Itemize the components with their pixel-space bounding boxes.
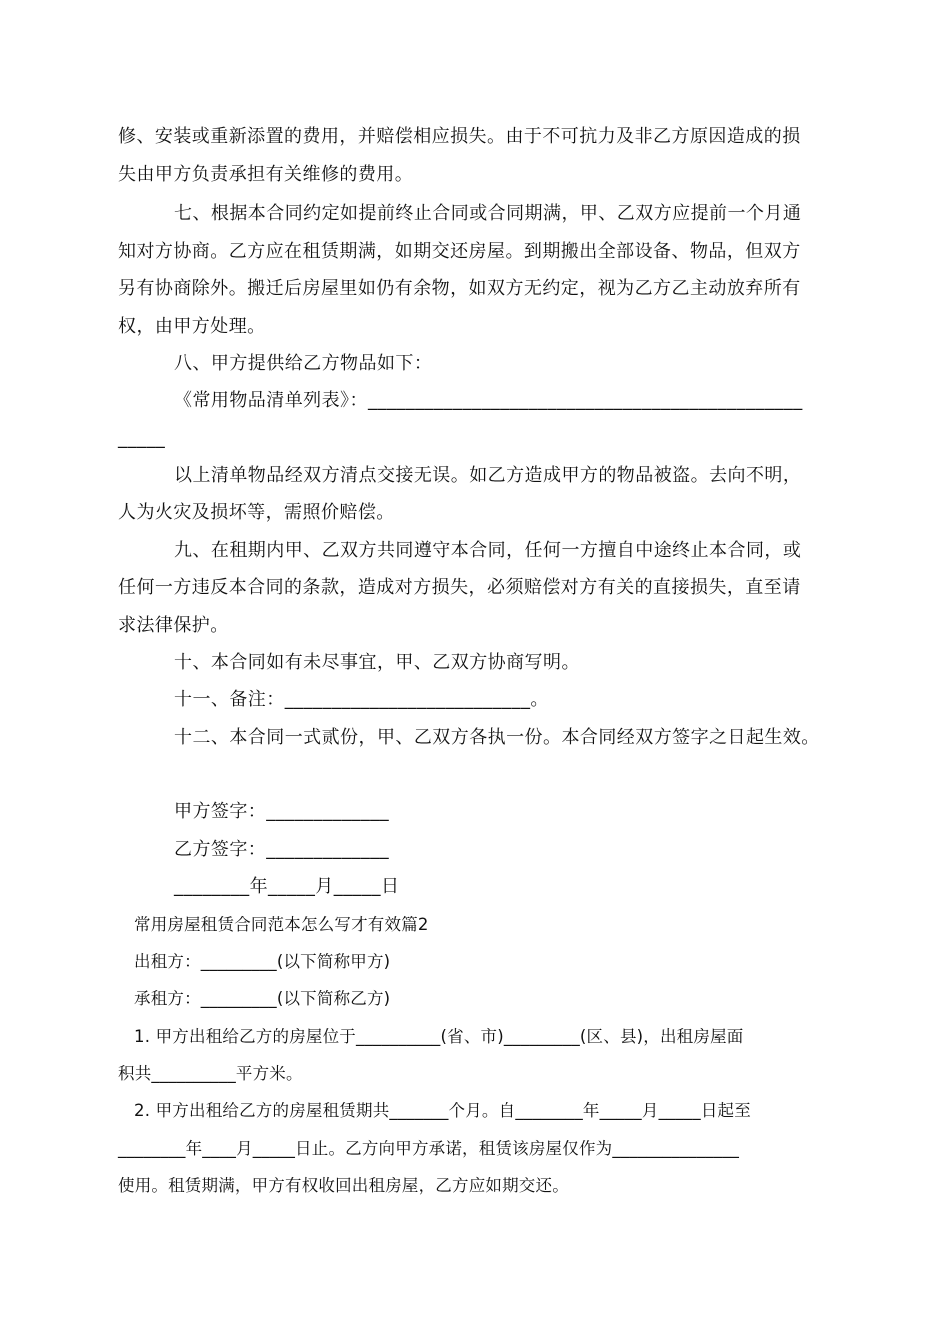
text-line: 另有协商除外。搬迁后房屋里如仍有余物，如双方无约定，视为乙方乙主动放弃所有 xyxy=(118,278,801,299)
text-line: 求法律保护。 xyxy=(118,615,229,636)
text-line: _____ xyxy=(118,428,166,449)
clause-8: 八、甲方提供给乙方物品如下： xyxy=(174,353,433,374)
signing-date: ________年_____月_____日 xyxy=(174,876,400,897)
clause-12: 十二、本合同一式贰份，甲、乙双方各执一份。本合同经双方签字之日起生效。 xyxy=(174,727,820,748)
text-line: 修、安装或重新添置的费用，并赔偿相应损失。由于不可抗力及非乙方原因造成的损 xyxy=(118,126,801,147)
section-title: 常用房屋租赁合同范本怎么写才有效篇2 xyxy=(134,915,429,934)
lessor-line: 出租方：_________(以下简称甲方) xyxy=(134,952,391,971)
text-line: ________年____月_____日止。乙方向甲方承诺，租赁该房屋仅作为_______________ xyxy=(118,1139,740,1158)
clause-10: 十、本合同如有未尽事宜，甲、乙双方协商写明。 xyxy=(174,652,580,673)
text-line: 人为火灾及损坏等，需照价赔偿。 xyxy=(118,502,395,523)
text-line: 积共__________平方米。 xyxy=(118,1064,303,1083)
article-2: 2. 甲方出租给乙方的房屋租赁期共_______个月。自________年_____月_____日起至 xyxy=(134,1101,751,1120)
lessee-line: 承租方：_________(以下简称乙方) xyxy=(134,989,391,1008)
text-line: 以上清单物品经双方清点交接无误。如乙方造成甲方的物品被盗。去向不明， xyxy=(174,465,802,486)
clause-7: 七、根据本合同约定如提前终止合同或合同期满，甲、乙双方应提前一个月通 xyxy=(174,203,802,224)
text-line: 任何一方违反本合同的条款，造成对方损失，必须赔偿对方有关的直接损失，直至请 xyxy=(118,577,801,598)
party-a-signature: 甲方签字：_____________ xyxy=(174,801,390,822)
clause-11: 十一、备注：__________________________。 xyxy=(174,689,549,710)
text-line: 知对方协商。乙方应在租赁期满，如期交还房屋。到期搬出全部设备、物品，但双方 xyxy=(118,241,801,262)
clause-9: 九、在租期内甲、乙双方共同遵守本合同，任何一方擅自中途终止本合同，或 xyxy=(174,540,802,561)
item-list-field: 《常用物品清单列表》：______________________________________________ xyxy=(174,390,803,411)
text-line: 失由甲方负责承担有关维修的费用。 xyxy=(118,164,414,185)
text-line: 权，由甲方处理。 xyxy=(118,316,266,337)
text-line: 使用。租赁期满，甲方有权收回出租房屋，乙方应如期交还。 xyxy=(118,1176,569,1195)
article-1: 1. 甲方出租给乙方的房屋位于__________(省、市)_________(区、县)，出租房屋面 xyxy=(134,1027,744,1046)
party-b-signature: 乙方签字：_____________ xyxy=(174,839,390,860)
